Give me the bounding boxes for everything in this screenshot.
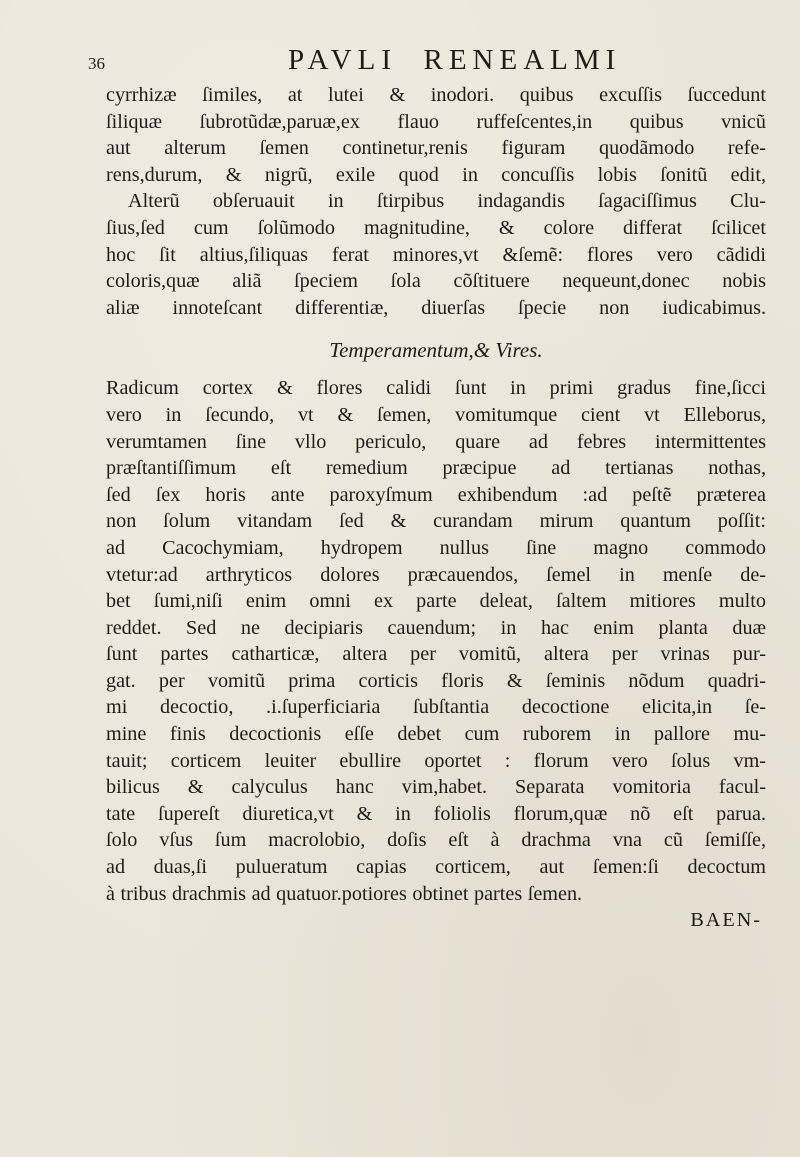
text-line: mine finis decoctionis eſſe debet cum ruborem in pallore mu- <box>106 723 766 746</box>
text-line: gat. per vomitũ prima corticis floris & ſeminis nõdum quadri- <box>106 669 766 692</box>
text-line: Alterũ obſeruauit in ſtirpibus indagandis ſagaciſſimus Clu- <box>128 190 766 213</box>
text-line: ſed ſex horis ante paroxyſmum exhibendum :ad peſtẽ præterea <box>106 483 766 506</box>
text-line: tate ſupereſt diuretica,vt & in foliolis florum,quæ nõ eſt parua. <box>106 802 766 825</box>
catchword: BAEN- <box>690 909 762 932</box>
text-line: ad duas,ſi pulueratum capias corticem, aut ſemen:ſi decoctum <box>106 856 766 879</box>
text-line: hoc ſit altius,ſiliquas ferat minores,vt &ſemẽ: flores vero cãdidi <box>106 243 766 266</box>
text-line: verumtamen ſine vllo periculo, quare ad febres intermittentes <box>106 430 766 453</box>
text-line: vtetur:ad arthryticos dolores præcauendos, ſemel in menſe de- <box>106 563 766 586</box>
text-line: à tribus drachmis ad quatuor.potiores obtinet partes ſemen. <box>106 882 583 905</box>
text-line: bet ſumi,niſi enim omni ex parte deleat, ſaltem mitiores multo <box>106 590 766 613</box>
page-number: 36 <box>88 54 105 73</box>
page-header <box>88 44 748 78</box>
text-line: coloris,quæ aliã ſpeciem ſola cõſtituere nequeunt,donec nobis <box>106 270 766 293</box>
paragraph-temperament <box>106 375 766 907</box>
text-line: tauit; corticem leuiter ebullire oportet : florum vero ſolus vm- <box>106 749 766 772</box>
section-heading: Temperamentum,& Vires. <box>329 338 543 363</box>
text-line: cyrrhizæ ſimiles, at lutei & inodori. quibus excuſſis ſuccedunt <box>106 84 766 106</box>
text-line: non ſolum vitandam ſed & curandam mirum quantum poſſit: <box>106 510 766 533</box>
text-line: præſtantiſſimum eſt remedium præcipue ad tertianas nothas, <box>106 457 766 480</box>
main-text <box>106 82 766 934</box>
text-line: rens,durum, & nigrũ, exile quod in concuſſis lobis ſonitũ edit, <box>106 163 766 186</box>
text-line: aliæ innoteſcant differentiæ, diuerſas ſpecie non iudicabimus. <box>106 296 766 319</box>
text-line: Radicum cortex & flores calidi ſunt in primi gradus fine,ſicci <box>106 377 766 400</box>
text-line: bilicus & calyculus hanc vim,habet. Separata vomitoria facul- <box>106 776 766 799</box>
text-line: ſunt partes catharticæ, altera per vomitũ, altera per vrinas pur- <box>106 643 766 666</box>
text-line: ſiliquæ ſubrotũdæ,paruæ,ex flauo ruffeſcentes,in quibus vnicũ <box>106 110 766 133</box>
running-title: PAVLI RENEALMI <box>288 44 622 76</box>
paragraph-description <box>106 82 766 321</box>
text-line: reddet. Sed ne decipiaris cauendum; in hac enim planta duæ <box>106 616 766 639</box>
text-line: ſolo vſus ſum macrolobio, doſis eſt à drachma vna cũ ſemiſſe, <box>106 829 766 852</box>
text-line: ad Cacochymiam, hydropem nullus ſine magno commodo <box>106 536 766 559</box>
text-line: mi decoctio, .i.ſuperficiaria ſubſtantia decoctione elicita,in ſe- <box>106 696 766 719</box>
text-line: vero in ſecundo, vt & ſemen, vomitumque cient vt Elleborus, <box>106 403 766 426</box>
text-line: aut alterum ſemen continetur,renis figuram quodãmodo refe- <box>106 137 766 160</box>
text-line: ſius,ſed cum ſolũmodo magnitudine, & colore differat ſcilicet <box>106 216 766 239</box>
